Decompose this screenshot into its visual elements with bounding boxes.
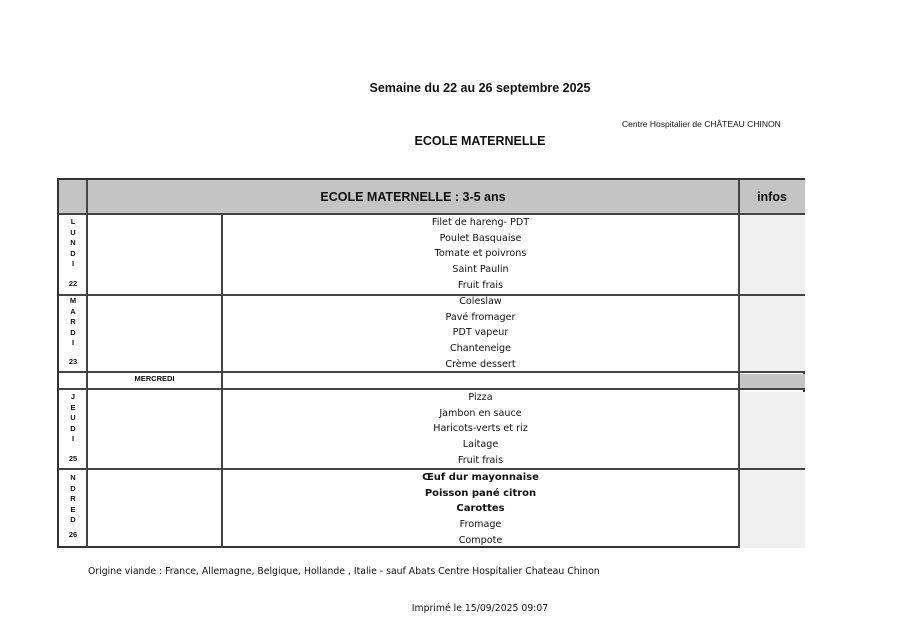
day-letters-lundi: L U N D I — [70, 217, 76, 269]
infos-cell-mardi — [739, 296, 805, 371]
meat-origin-note: Origine viande : France, Allemagne, Belgique, Hollande , Italie - sauf Abats Centre Hospitalier Chateau Chinon — [88, 566, 600, 577]
dish: Haricots-verts et riz — [433, 423, 528, 435]
dish: Carottes — [456, 503, 505, 515]
day-number-jeudi: 25 — [68, 454, 78, 463]
dishes-mardi — [222, 294, 739, 372]
dish: Poulet Basquaise — [439, 232, 522, 244]
dish: Tomate et poivrons — [434, 248, 527, 260]
dishes-jeudi — [222, 390, 739, 468]
dish: Laitage — [462, 439, 499, 451]
dish: Fromage — [459, 519, 502, 531]
dish: Filet de hareng- PDT — [431, 217, 530, 228]
dish: Chanteneige — [449, 343, 512, 355]
dishes-vendredi — [222, 470, 739, 548]
dish: Fruit frais — [457, 279, 504, 291]
day-letters-mardi: M A R D I — [69, 296, 77, 348]
school-title: ECOLE MATERNELLE — [414, 134, 546, 148]
infos-header: infos — [739, 180, 805, 214]
dish: Fruit frais — [457, 454, 504, 466]
dish: PDT vapeur — [452, 327, 509, 339]
day-number-vendredi: 26 — [68, 530, 78, 539]
dish: Œuf dur mayonnaise — [422, 472, 539, 483]
dishes-lundi — [222, 215, 739, 293]
corner-header-cell — [59, 180, 87, 214]
infos-cell-jeudi — [739, 392, 805, 469]
hospital-name: Centre Hospitalier de CHÂTEAU CHINON — [622, 119, 781, 129]
dish: Compote — [458, 534, 503, 546]
menu-table — [57, 178, 805, 548]
main-header: ECOLE MATERNELLE : 3-5 ans — [87, 180, 739, 214]
printed-date: Imprimé le 15/09/2025 09:07 — [411, 603, 549, 614]
day-number-mardi: 23 — [68, 357, 78, 366]
week-title: Semaine du 22 au 26 septembre 2025 — [369, 81, 591, 95]
day-label-mercredi: MERCREDI — [134, 374, 175, 383]
dish: Pizza — [468, 392, 493, 403]
day-letters-vendredi: N D R E D — [70, 473, 76, 525]
dish: Saint Paulin — [452, 264, 509, 276]
dish: Poisson pané citron — [424, 487, 537, 499]
dish: Coleslaw — [459, 296, 502, 307]
infos-cell-lundi — [739, 215, 805, 295]
dish: Pavé fromager — [445, 311, 516, 323]
dish: Jambon en sauce — [439, 407, 522, 419]
dish: Crème dessert — [445, 358, 516, 370]
day-letters-jeudi: J E U D I — [70, 392, 76, 444]
day-number-lundi: 22 — [68, 279, 78, 288]
infos-cell-vendredi — [739, 470, 805, 548]
